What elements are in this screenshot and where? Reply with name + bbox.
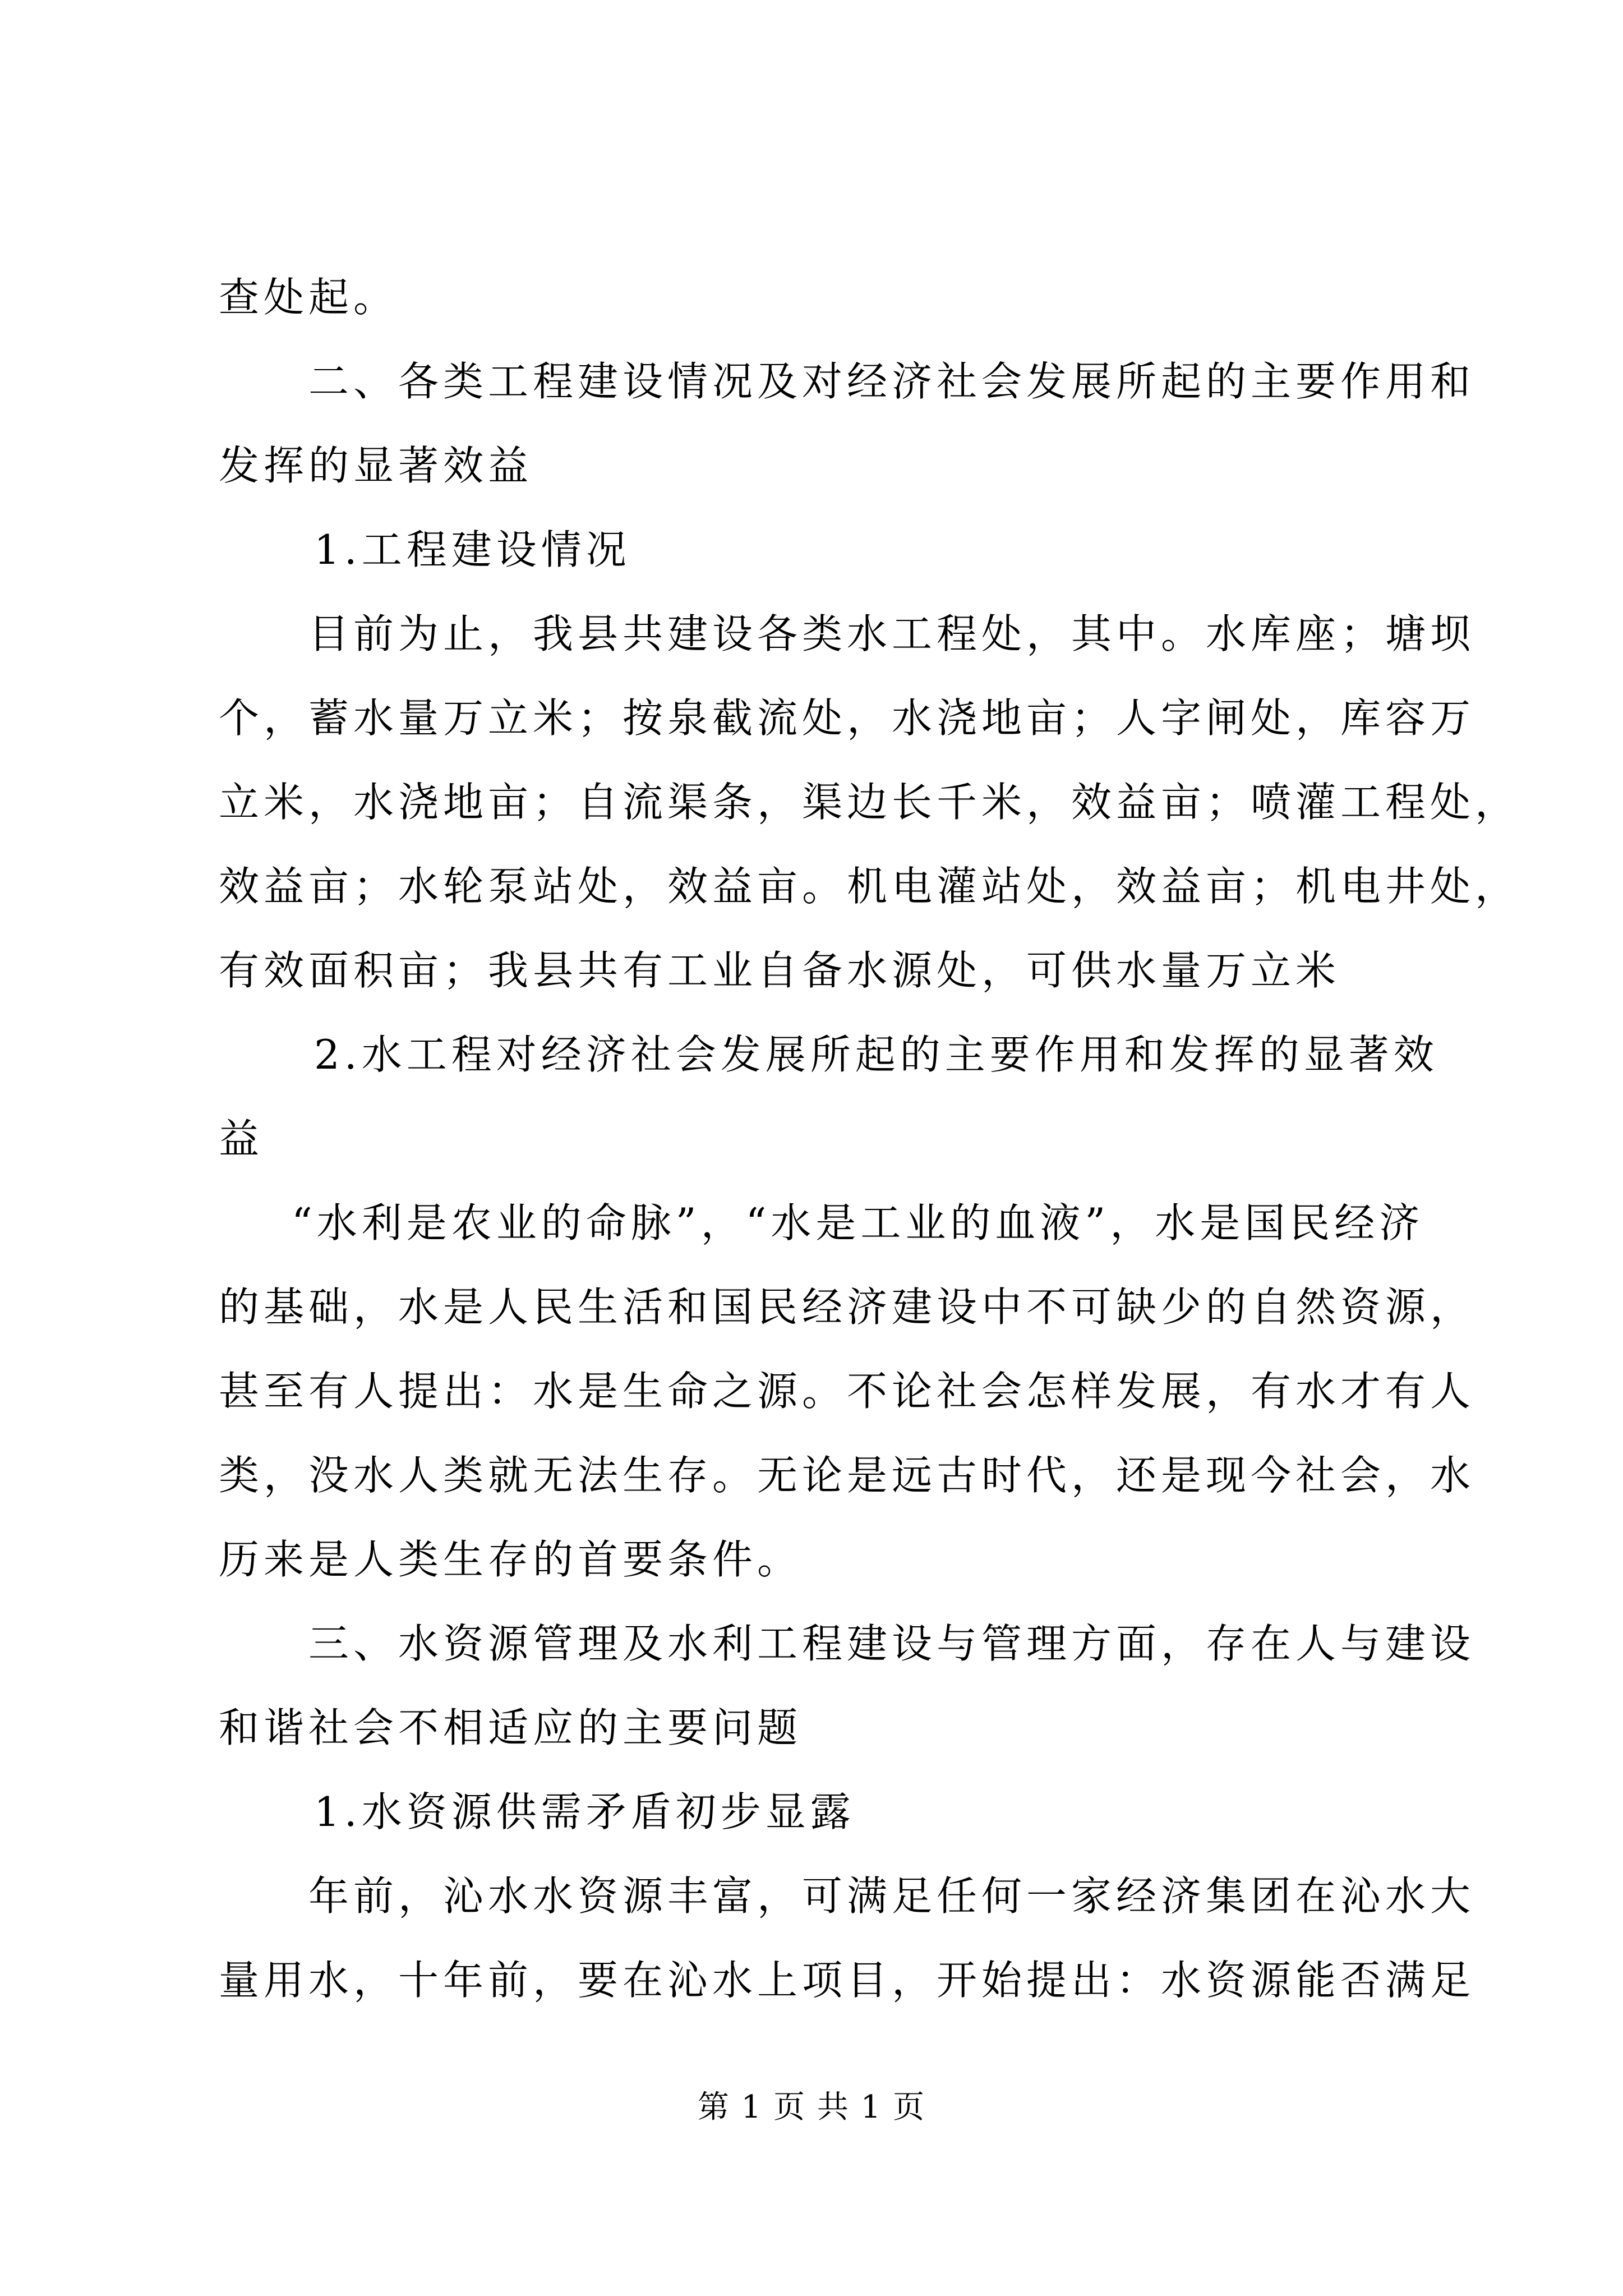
paragraph-line: 效益亩；水轮泵站处，效益亩。机电灌站处，效益亩；机电井处， — [219, 863, 1520, 910]
section-heading-2: 二、各类工程建设情况及对经济社会发展所起的主要作用和 — [308, 358, 1476, 405]
paragraph-line: 类，没水人类就无法生存。无论是远古时代，还是现今社会，水 — [219, 1452, 1476, 1499]
paragraph-line: 目前为止，我县共建设各类水工程处，其中。水库座；塘坝 — [308, 610, 1476, 657]
section-heading-3-cont: 和谐社会不相适应的主要问题 — [219, 1704, 803, 1751]
subheading-2-benefits-cont: 益 — [219, 1115, 264, 1162]
subheading-2-benefits: 2.水工程对经济社会发展所起的主要作用和发挥的显著效 — [314, 1031, 1438, 1078]
paragraph-line: 立米，水浇地亩；自流渠条，渠边长千米，效益亩；喷灌工程处， — [219, 779, 1520, 826]
subheading-1-project-status: 1.工程建设情况 — [314, 526, 631, 573]
paragraph-line: 历来是人类生存的首要条件。 — [219, 1536, 803, 1583]
paragraph-line: 年前，沁水水资源丰富，可满足任何一家经济集团在沁水大 — [308, 1872, 1476, 1920]
paragraph-line: 的基础，水是人民生活和国民经济建设中不可缺少的自然资源， — [219, 1283, 1476, 1331]
page-footer: 第 1 页 共 1 页 — [697, 2089, 926, 2125]
paragraph-line: 甚至有人提出：水是生命之源。不论社会怎样发展，有水才有人 — [219, 1368, 1476, 1415]
paragraph-line: 量用水，十年前，要在沁水上项目，开始提出：水资源能否满足 — [219, 1957, 1476, 2004]
paragraph-line: 个，蓄水量万立米；按泉截流处，水浇地亩；人字闸处，库容万 — [219, 694, 1476, 742]
paragraph-line: 有效面积亩；我县共有工业自备水源处，可供水量万立米 — [219, 947, 1341, 994]
section-heading-3: 三、水资源管理及水利工程建设与管理方面，存在人与建设 — [308, 1620, 1476, 1667]
text-line-continuation: 查处起。 — [219, 274, 399, 321]
section-heading-2-cont: 发挥的显著效益 — [219, 442, 533, 489]
paragraph-line: “水利是农业的命脉”，“水是工业的血液”，水是国民经济 — [292, 1199, 1424, 1246]
subheading-1-water-supply: 1.水资源供需矛盾初步显露 — [314, 1788, 855, 1835]
